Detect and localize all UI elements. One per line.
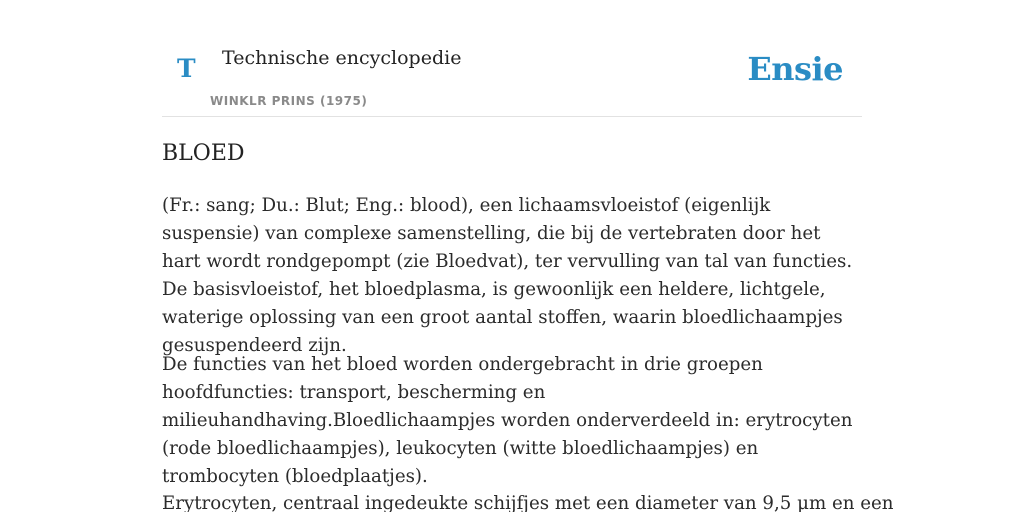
book-letter-icon[interactable]: T [177,54,196,83]
entry-paragraph: De functies van het bloed worden ondergebracht in drie groepen hoofdfuncties: transport, bescherming en milieuhandhaving.Bloedlichaampjes worden onderverdeeld in: erytrocyten (rode bloedlichaampjes), leukocyten (witte bloedlichaampjes) en trombocyten (bloedplaatjes). [162,354,853,487]
ensie-logo[interactable]: Ensie [747,50,843,88]
entry-paragraph: (Fr.: sang; Du.: Blut; Eng.: blood), een lichaamsvloeistof (eigenlijk suspensie) van complexe samenstelling, die bij de vertebraten door het hart wordt rondgepompt (zie Bloedvat), ter vervulling van tal van functies. De basisvloeistof, het bloedplasma, is gewoonlijk een heldere, lichtgele, waterige oplossing van een groot aantal stoffen, waarin bloedlichaampjes gesuspendeerd zijn. [162,195,853,356]
content-column [162,0,894,512]
entry-header [162,0,862,117]
entry-title: BLOED [162,141,245,166]
book-source-label: WINKLR PRINS (1975) [210,94,368,108]
entry-paragraph: Erytrocyten, centraal ingedeukte schijfjes met een diameter van 9,5 µm en een [162,493,894,512]
book-title-link[interactable]: Technische encyclopedie [222,47,462,69]
